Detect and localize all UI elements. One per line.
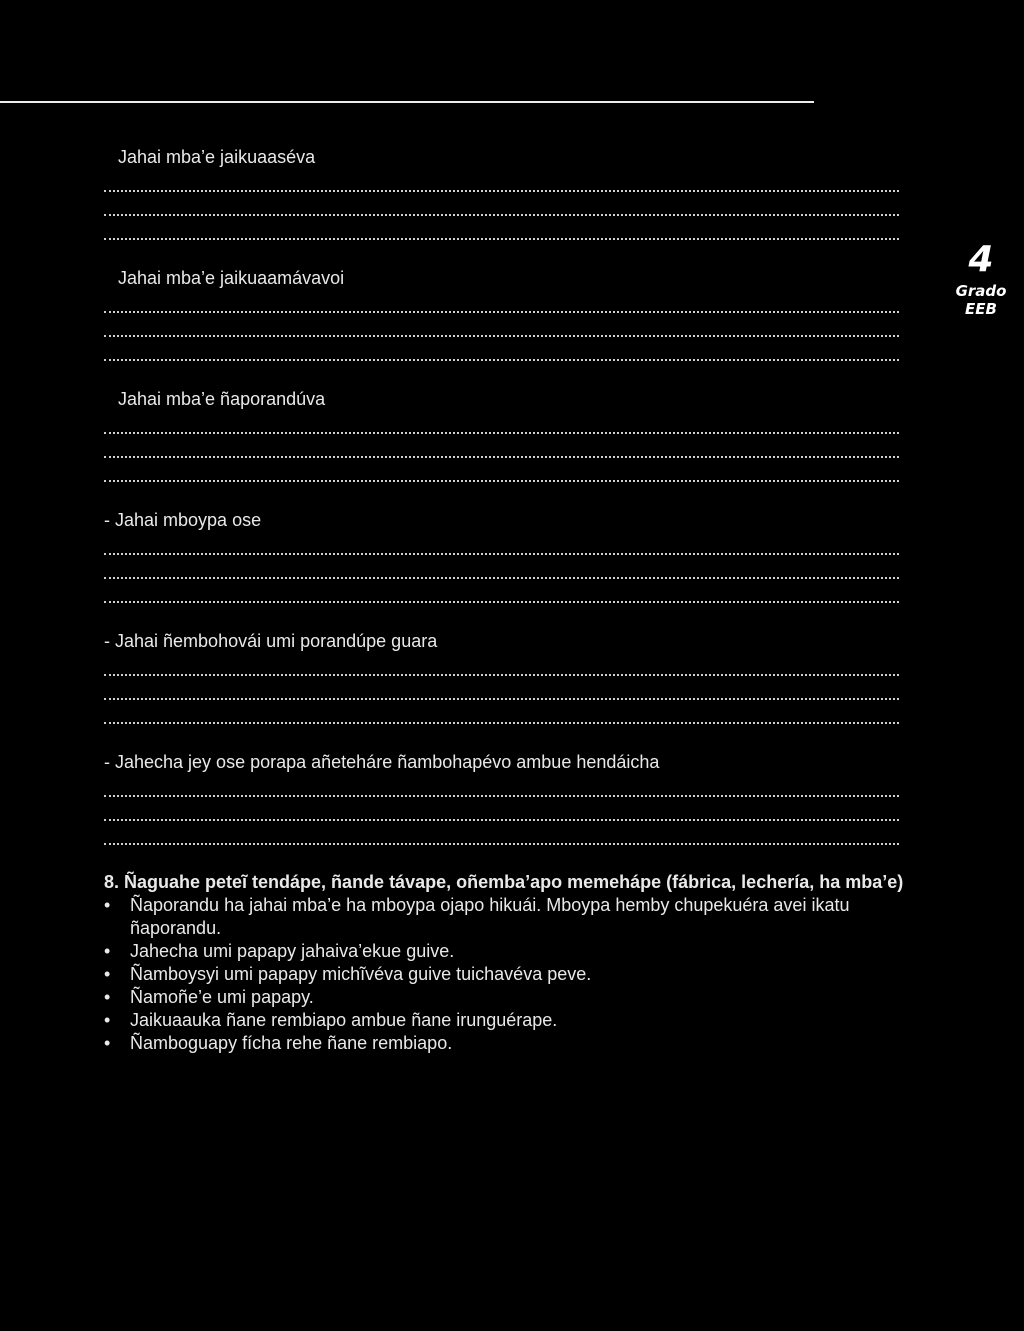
- question-label: Jahai mba’e jaikuaamávavoi: [118, 268, 345, 288]
- answer-line[interactable]: [104, 555, 899, 579]
- question-block-4: [104, 509, 899, 603]
- question-label: - Jahai mboypa ose: [104, 510, 262, 530]
- grade-level: EEB: [965, 300, 997, 318]
- answer-line[interactable]: [104, 192, 899, 216]
- bullet-icon: •: [104, 1033, 111, 1053]
- question-block-1: [104, 146, 899, 240]
- activity-steps-list: [104, 894, 904, 1055]
- answer-line[interactable]: [104, 337, 899, 361]
- answer-line[interactable]: [104, 313, 899, 337]
- grade-label: Grado: [955, 282, 1007, 300]
- list-item: [104, 1009, 904, 1032]
- question-block-3: [104, 388, 899, 482]
- answer-line[interactable]: [104, 434, 899, 458]
- grade-number: 4: [968, 239, 994, 280]
- answer-line[interactable]: [104, 579, 899, 603]
- list-item: [104, 894, 904, 940]
- question-label: Jahai mba’e jaikuaaséva: [118, 147, 316, 167]
- bullet-icon: •: [104, 941, 111, 961]
- answer-line[interactable]: [104, 410, 899, 434]
- answer-line[interactable]: [104, 458, 899, 482]
- answer-line[interactable]: [104, 700, 899, 724]
- answer-line[interactable]: [104, 676, 899, 700]
- answer-line[interactable]: [104, 216, 899, 240]
- list-item-text: Ñaporandu ha jahai mba’e ha mboypa ojapo hikuái. Mboypa hemby chupekuéra avei ikatu ñaporandu.: [130, 895, 850, 938]
- question-label: - Jahai ñembohovái umi porandúpe guara: [104, 631, 438, 651]
- list-item-text: Jaikuaauka ñane rembiapo ambue ñane irunguérape.: [130, 1010, 558, 1030]
- activity-8: [104, 871, 904, 1055]
- top-rule: [0, 101, 814, 103]
- activity-heading: 8. Ñaguahe peteĩ tendápe, ñande távape, oñemba’apo memehápe (fábrica, lechería, ha mba’e): [104, 872, 904, 892]
- answer-line[interactable]: [104, 289, 899, 313]
- list-item: [104, 1032, 904, 1055]
- list-item: [104, 986, 904, 1009]
- bullet-icon: •: [104, 895, 111, 915]
- bullet-icon: •: [104, 1010, 111, 1030]
- answer-line[interactable]: [104, 652, 899, 676]
- grade-badge: [938, 238, 1024, 318]
- answer-line[interactable]: [104, 797, 899, 821]
- question-block-5: [104, 630, 899, 724]
- list-item: [104, 940, 904, 963]
- list-item: [104, 963, 904, 986]
- answer-line[interactable]: [104, 821, 899, 845]
- bullet-icon: •: [104, 987, 111, 1007]
- answer-line[interactable]: [104, 531, 899, 555]
- answer-line[interactable]: [104, 168, 899, 192]
- bullet-icon: •: [104, 964, 111, 984]
- list-item-text: Ñamboguapy fícha rehe ñane rembiapo.: [130, 1033, 453, 1053]
- list-item-text: Ñamoñe’e umi papapy.: [130, 987, 314, 1007]
- question-block-2: [104, 267, 899, 361]
- list-item-text: Ñamboysyi umi papapy michĩvéva guive tuichavéva peve.: [130, 964, 592, 984]
- question-block-6: [104, 751, 899, 845]
- question-label: - Jahecha jey ose porapa añeteháre ñambohapévo ambue hendáicha: [104, 752, 660, 772]
- answer-line[interactable]: [104, 773, 899, 797]
- question-label: Jahai mba’e ñaporandúva: [118, 389, 326, 409]
- list-item-text: Jahecha umi papapy jahaiva’ekue guive.: [130, 941, 455, 961]
